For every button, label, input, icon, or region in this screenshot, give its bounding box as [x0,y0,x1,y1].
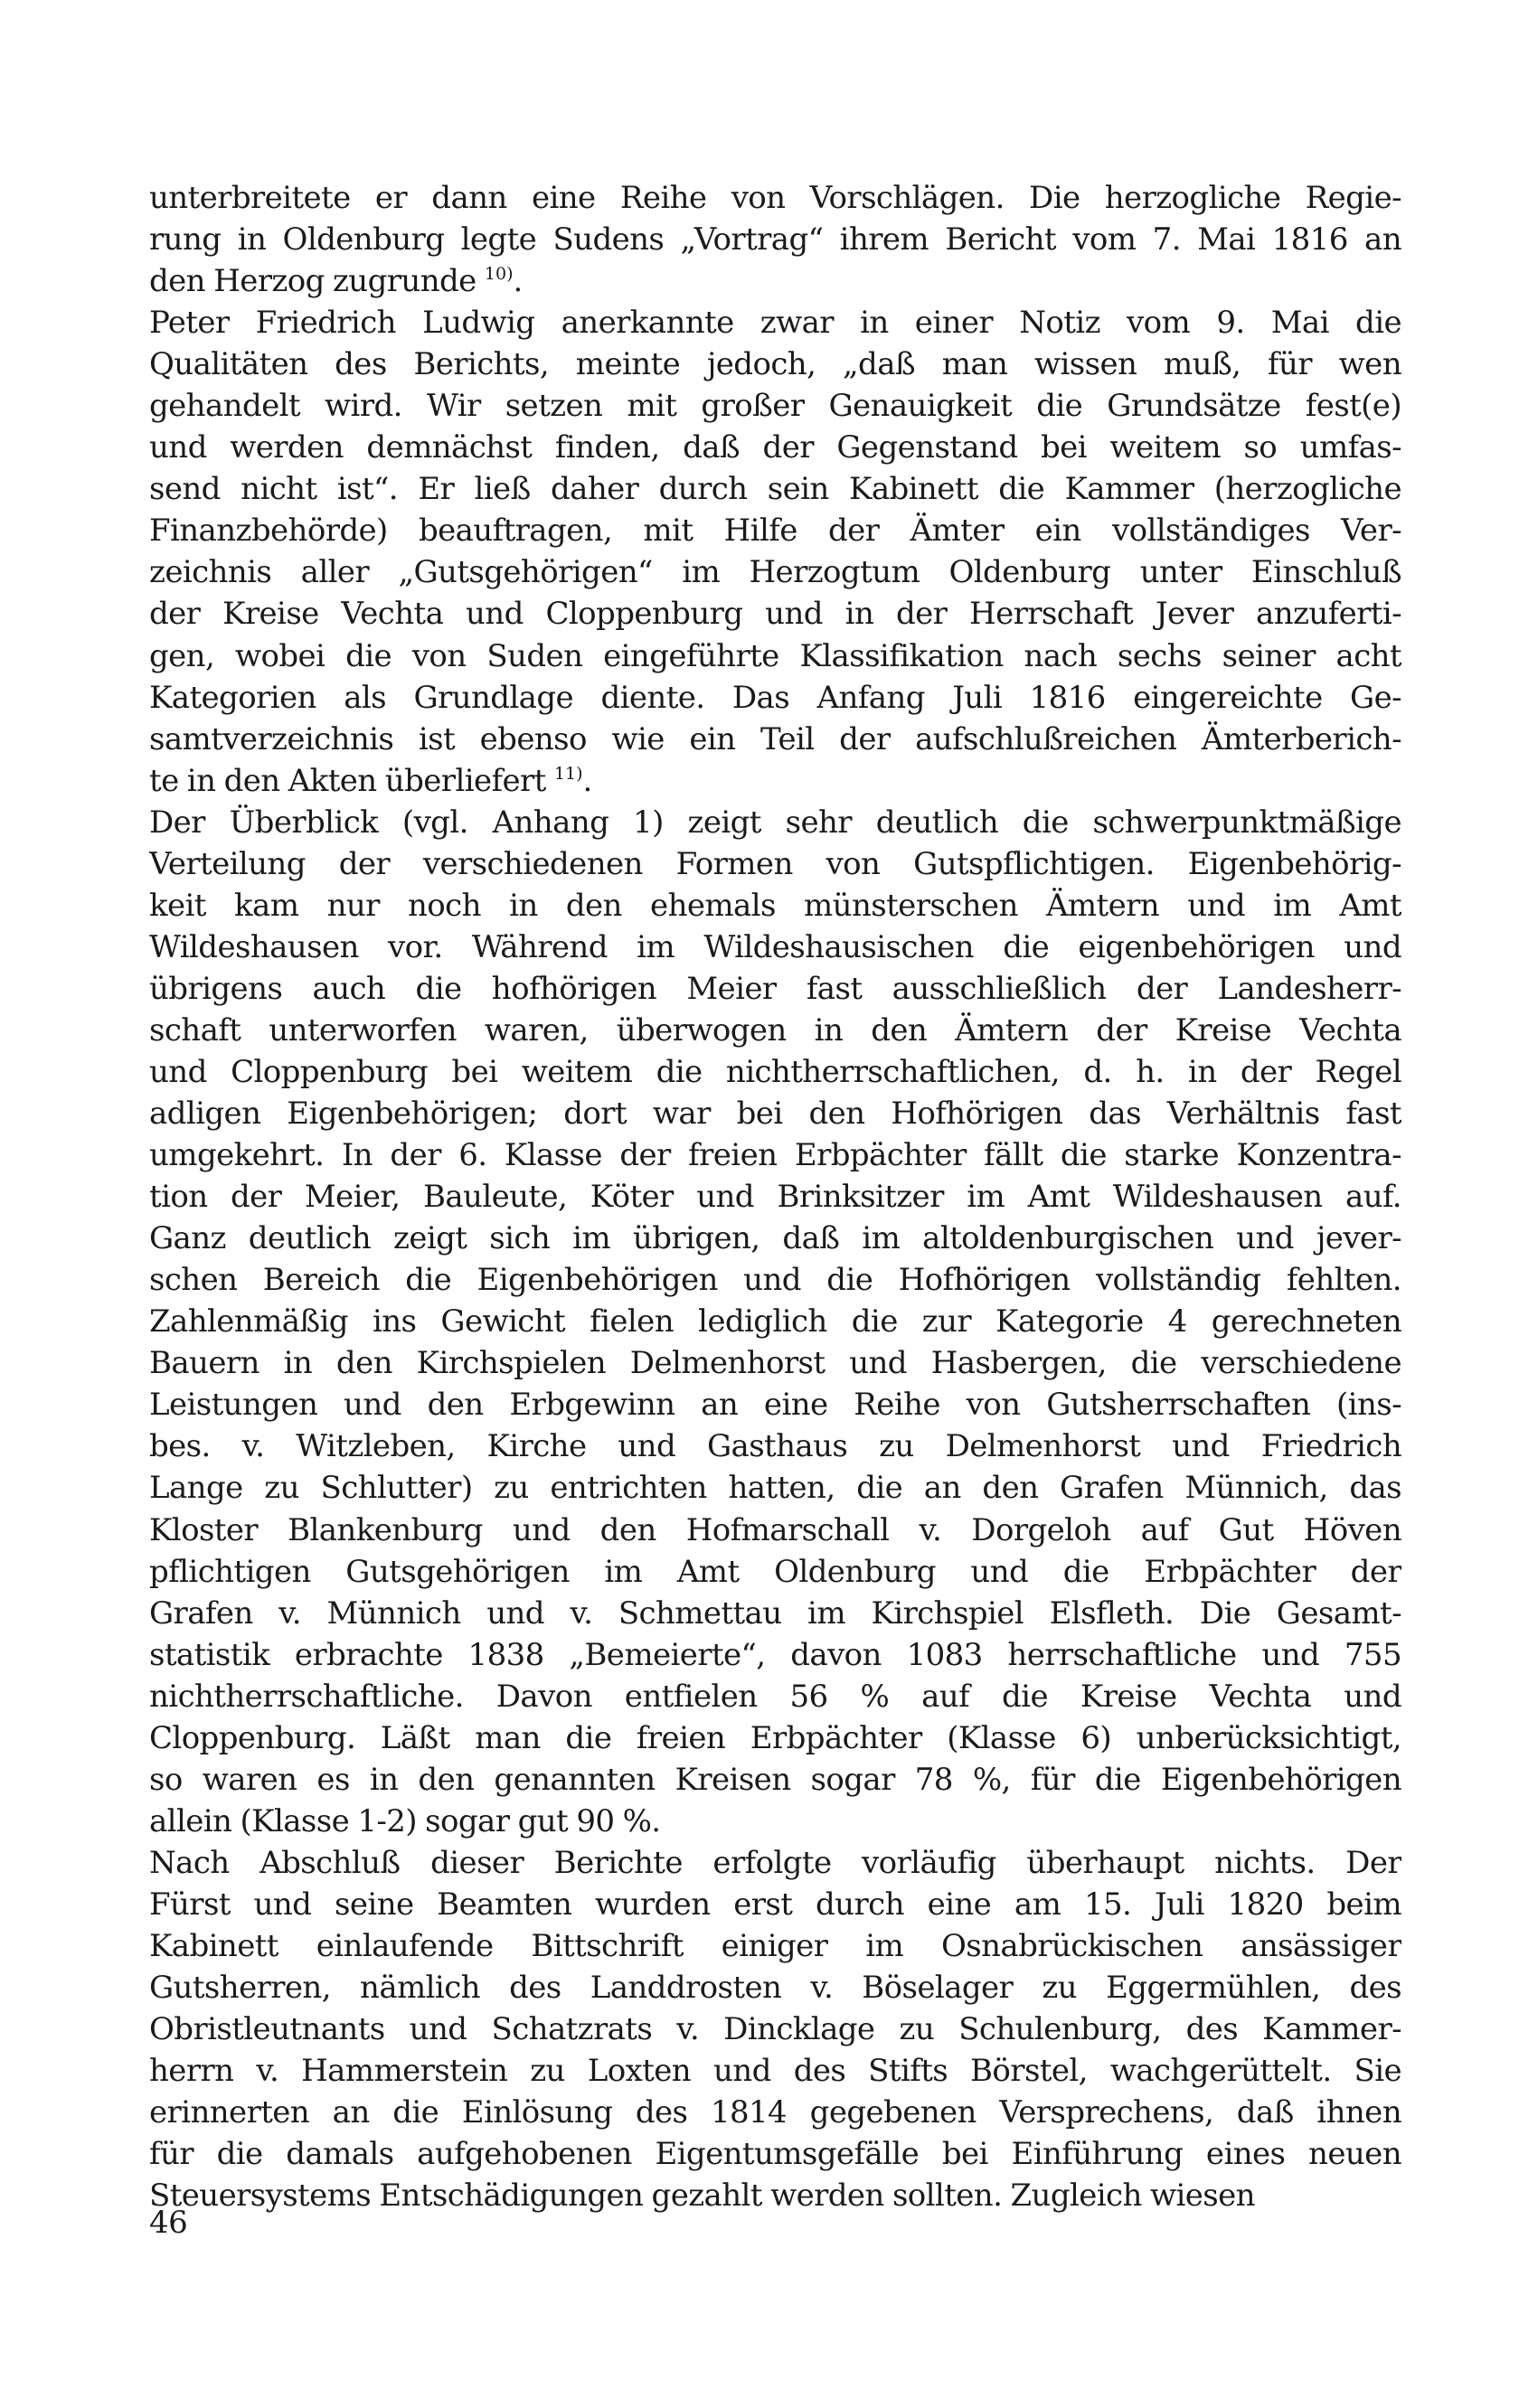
paragraph [149,177,1401,302]
text-line [149,1259,1401,1301]
line-text: samtverzeichnis ist ebenso wie ein Teil der aufschlußreichen Ämterberich- [149,720,1401,757]
footnote-marker: 10) [484,264,514,285]
line-text: Peter Friedrich Ludwig anerkannte zwar in einer Notiz vom 9. Mai die [149,305,1401,342]
line-text: nichtherrschaftliche. Davon entfielen 56 % auf die Kreise Vechta und [149,1678,1401,1715]
text-line [149,635,1401,677]
text-line [149,593,1401,635]
line-text: rung in Oldenburg legte Sudens „Vortrag“ ihrem Bericht vom 7. Mai 1816 an [149,221,1401,259]
text-line [149,1010,1401,1051]
text-line [149,1467,1401,1509]
line-text: Kloster Blankenburg und den Hofmarschall v. Dorgeloh auf Gut Höven [149,1511,1401,1548]
line-text: herrn v. Hammerstein zu Loxten und des Stifts Börstel, wachgerüttelt. Sie [149,2053,1401,2090]
text-line [149,843,1401,885]
line-text: send nicht ist“. Er ließ daher durch sein Kabinett die Kammer (herzogliche [149,471,1401,508]
text-line [149,1801,1401,1842]
line-text: Verteilung der verschiedenen Formen von Gutspflichtigen. Eigenbehörig- [149,845,1401,882]
text-line [149,2133,1401,2175]
text-line [149,1676,1401,1717]
text-line [149,1593,1401,1634]
text-line [149,219,1401,260]
line-text: unterbreitete er dann eine Reihe von Vorschlägen. Die herzogliche Regie- [149,180,1401,216]
line-text: allein (Klasse 1-2) sogar gut 90 %. [149,1802,661,1839]
text-line [149,1051,1401,1093]
line-text: keit kam nur noch in den ehemals münsterschen Ämtern und im Amt [149,887,1401,924]
line-text: statistik erbrachte 1838 „Bemeierte“, davon 1083 herrschaftliche und 755 [149,1636,1401,1673]
text-line [149,468,1401,510]
text-line [149,927,1401,968]
line-text: Kabinett einlaufende Bittschrift einiger im Osnabrückischen ansässiger [149,1927,1401,1964]
text-line [149,1384,1401,1425]
text-line [149,1842,1401,1884]
line-text: Kategorien als Grundlage diente. Das Anfang Juli 1816 eingereichte Ge- [149,679,1401,716]
line-text: umgekehrt. In der 6. Klasse der freien Erbpächter fällt die starke Konzentra- [149,1137,1401,1174]
text-line [149,2092,1401,2133]
line-text: Fürst und seine Beamten wurden erst durch eine am 15. Juli 1820 beim [149,1886,1401,1923]
text-line [149,1925,1401,1967]
text-line [149,1884,1401,1925]
line-text: te in den Akten überliefert [149,762,554,799]
text-line [149,1176,1401,1218]
line-text: pflichtigen Gutsgehörigen im Amt Oldenburg und die Erbpächter der [149,1553,1401,1590]
text-line [149,677,1401,719]
text-line [149,510,1401,551]
line-text: Zahlenmäßig ins Gewicht fielen lediglich die zur Kategorie 4 gerechneten [149,1303,1401,1340]
period: . [582,762,592,799]
line-text: tion der Meier, Bauleute, Köter und Brinksitzer im Amt Wildeshausen auf. [149,1179,1401,1216]
line-text: schen Bereich die Eigenbehörigen und die Hofhörigen vollständig fehlten. [149,1262,1401,1299]
text-line [149,968,1401,1010]
line-text: Leistungen und den Erbgewinn an eine Reihe von Gutsherrschaften (ins- [149,1387,1401,1424]
line-text: Steuersystems Entschädigungen gezahlt werden sollten. Zugleich wiesen [149,2178,1255,2215]
line-text: Lange zu Schlutter) zu entrichten hatten, die an den Grafen Münnich, das [149,1470,1401,1507]
text-line [149,885,1401,927]
line-text: und werden demnächst finden, daß der Gegenstand bei weitem so umfas- [149,429,1401,466]
paragraph [149,302,1401,802]
text-line [149,802,1401,843]
text-line [149,1510,1401,1551]
line-text: den Herzog zugrunde [149,263,485,300]
line-text: Finanzbehörde) beauftragen, mit Hilfe der Ämter ein vollständiges Ver- [149,513,1401,550]
line-text: Nach Abschluß dieser Berichte erfolgte vorläufig überhaupt nichts. Der [149,1844,1401,1881]
line-text: Cloppenburg. Läßt man die freien Erbpächter (Klasse 6) unberücksichtigt, [149,1719,1401,1756]
line-text: Wildeshausen vor. Während im Wildeshausischen die eigenbehörigen und [149,928,1401,965]
body-text [149,177,1401,2216]
text-line [149,385,1401,427]
text-line [149,1301,1401,1342]
line-text: zeichnis aller „Gutsgehörigen“ im Herzogtum Oldenburg unter Einschluß [149,554,1401,591]
line-text: schaft unterworfen waren, überwogen in den Ämtern der Kreise Vechta [149,1011,1401,1049]
text-line [149,760,1401,802]
line-text: Ganz deutlich zeigt sich im übrigen, daß im altoldenburgischen und jever- [149,1220,1401,1257]
line-text: gehandelt wird. Wir setzen mit großer Genauigkeit die Grundsätze fest(e) [149,388,1401,425]
line-text: Der Überblick (vgl. Anhang 1) zeigt sehr deutlich die schwerpunktmäßige [149,804,1401,841]
text-line [149,2050,1401,2092]
text-line [149,719,1401,760]
text-line [149,343,1401,385]
line-text: adligen Eigenbehörigen; dort war bei den Hofhörigen das Verhältnis fast [149,1096,1401,1133]
page-number: 46 [149,2205,188,2241]
text-line [149,302,1401,343]
line-text: der Kreise Vechta und Cloppenburg und in der Herrschaft Jever anzuferti- [149,596,1401,633]
line-text: Gutsherren, nämlich des Landdrosten v. Böselager zu Eggermühlen, des [149,1970,1401,2007]
footnote-marker: 11) [553,763,583,784]
text-line [149,1425,1401,1467]
paragraph [149,1842,1401,2216]
text-line [149,1967,1401,2008]
text-line [149,1634,1401,1676]
text-line [149,2175,1401,2216]
text-line [149,551,1401,593]
line-text: und Cloppenburg bei weitem die nichtherrschaftlichen, d. h. in der Regel [149,1053,1401,1090]
line-text: übrigens auch die hofhörigen Meier fast ausschließlich der Landesherr- [149,970,1401,1007]
line-text: Qualitäten des Berichts, meinte jedoch, „daß man wissen muß, für wen [149,346,1401,383]
text-line [149,2008,1401,2050]
line-text: Grafen v. Münnich und v. Schmettau im Kirchspiel Elsfleth. Die Gesamt- [149,1594,1401,1632]
text-line [149,1134,1401,1176]
line-text: Obristleutnants und Schatzrats v. Dincklage zu Schulenburg, des Kammer- [149,2011,1401,2048]
text-line [149,1717,1401,1759]
text-line [149,1342,1401,1384]
text-line [149,260,1401,302]
line-text: bes. v. Witzleben, Kirche und Gasthaus zu Delmenhorst und Friedrich [149,1428,1401,1465]
line-text: so waren es in den genannten Kreisen sogar 78 %, für die Eigenbehörigen [149,1761,1401,1798]
text-line [149,427,1401,468]
line-text: gen, wobei die von Suden eingeführte Klassifikation nach sechs seiner acht [149,637,1401,674]
period: . [513,263,523,300]
text-line [149,1759,1401,1801]
line-text: für die damals aufgehobenen Eigentumsgefälle bei Einführung eines neuen [149,2136,1401,2173]
line-text: Bauern in den Kirchspielen Delmenhorst und Hasbergen, die verschiedene [149,1345,1401,1382]
text-line [149,1093,1401,1134]
paragraph [149,802,1401,1842]
text-line [149,1218,1401,1259]
line-text: erinnerten an die Einlösung des 1814 gegebenen Versprechens, daß ihnen [149,2094,1401,2131]
text-line [149,177,1401,219]
text-line [149,1551,1401,1593]
